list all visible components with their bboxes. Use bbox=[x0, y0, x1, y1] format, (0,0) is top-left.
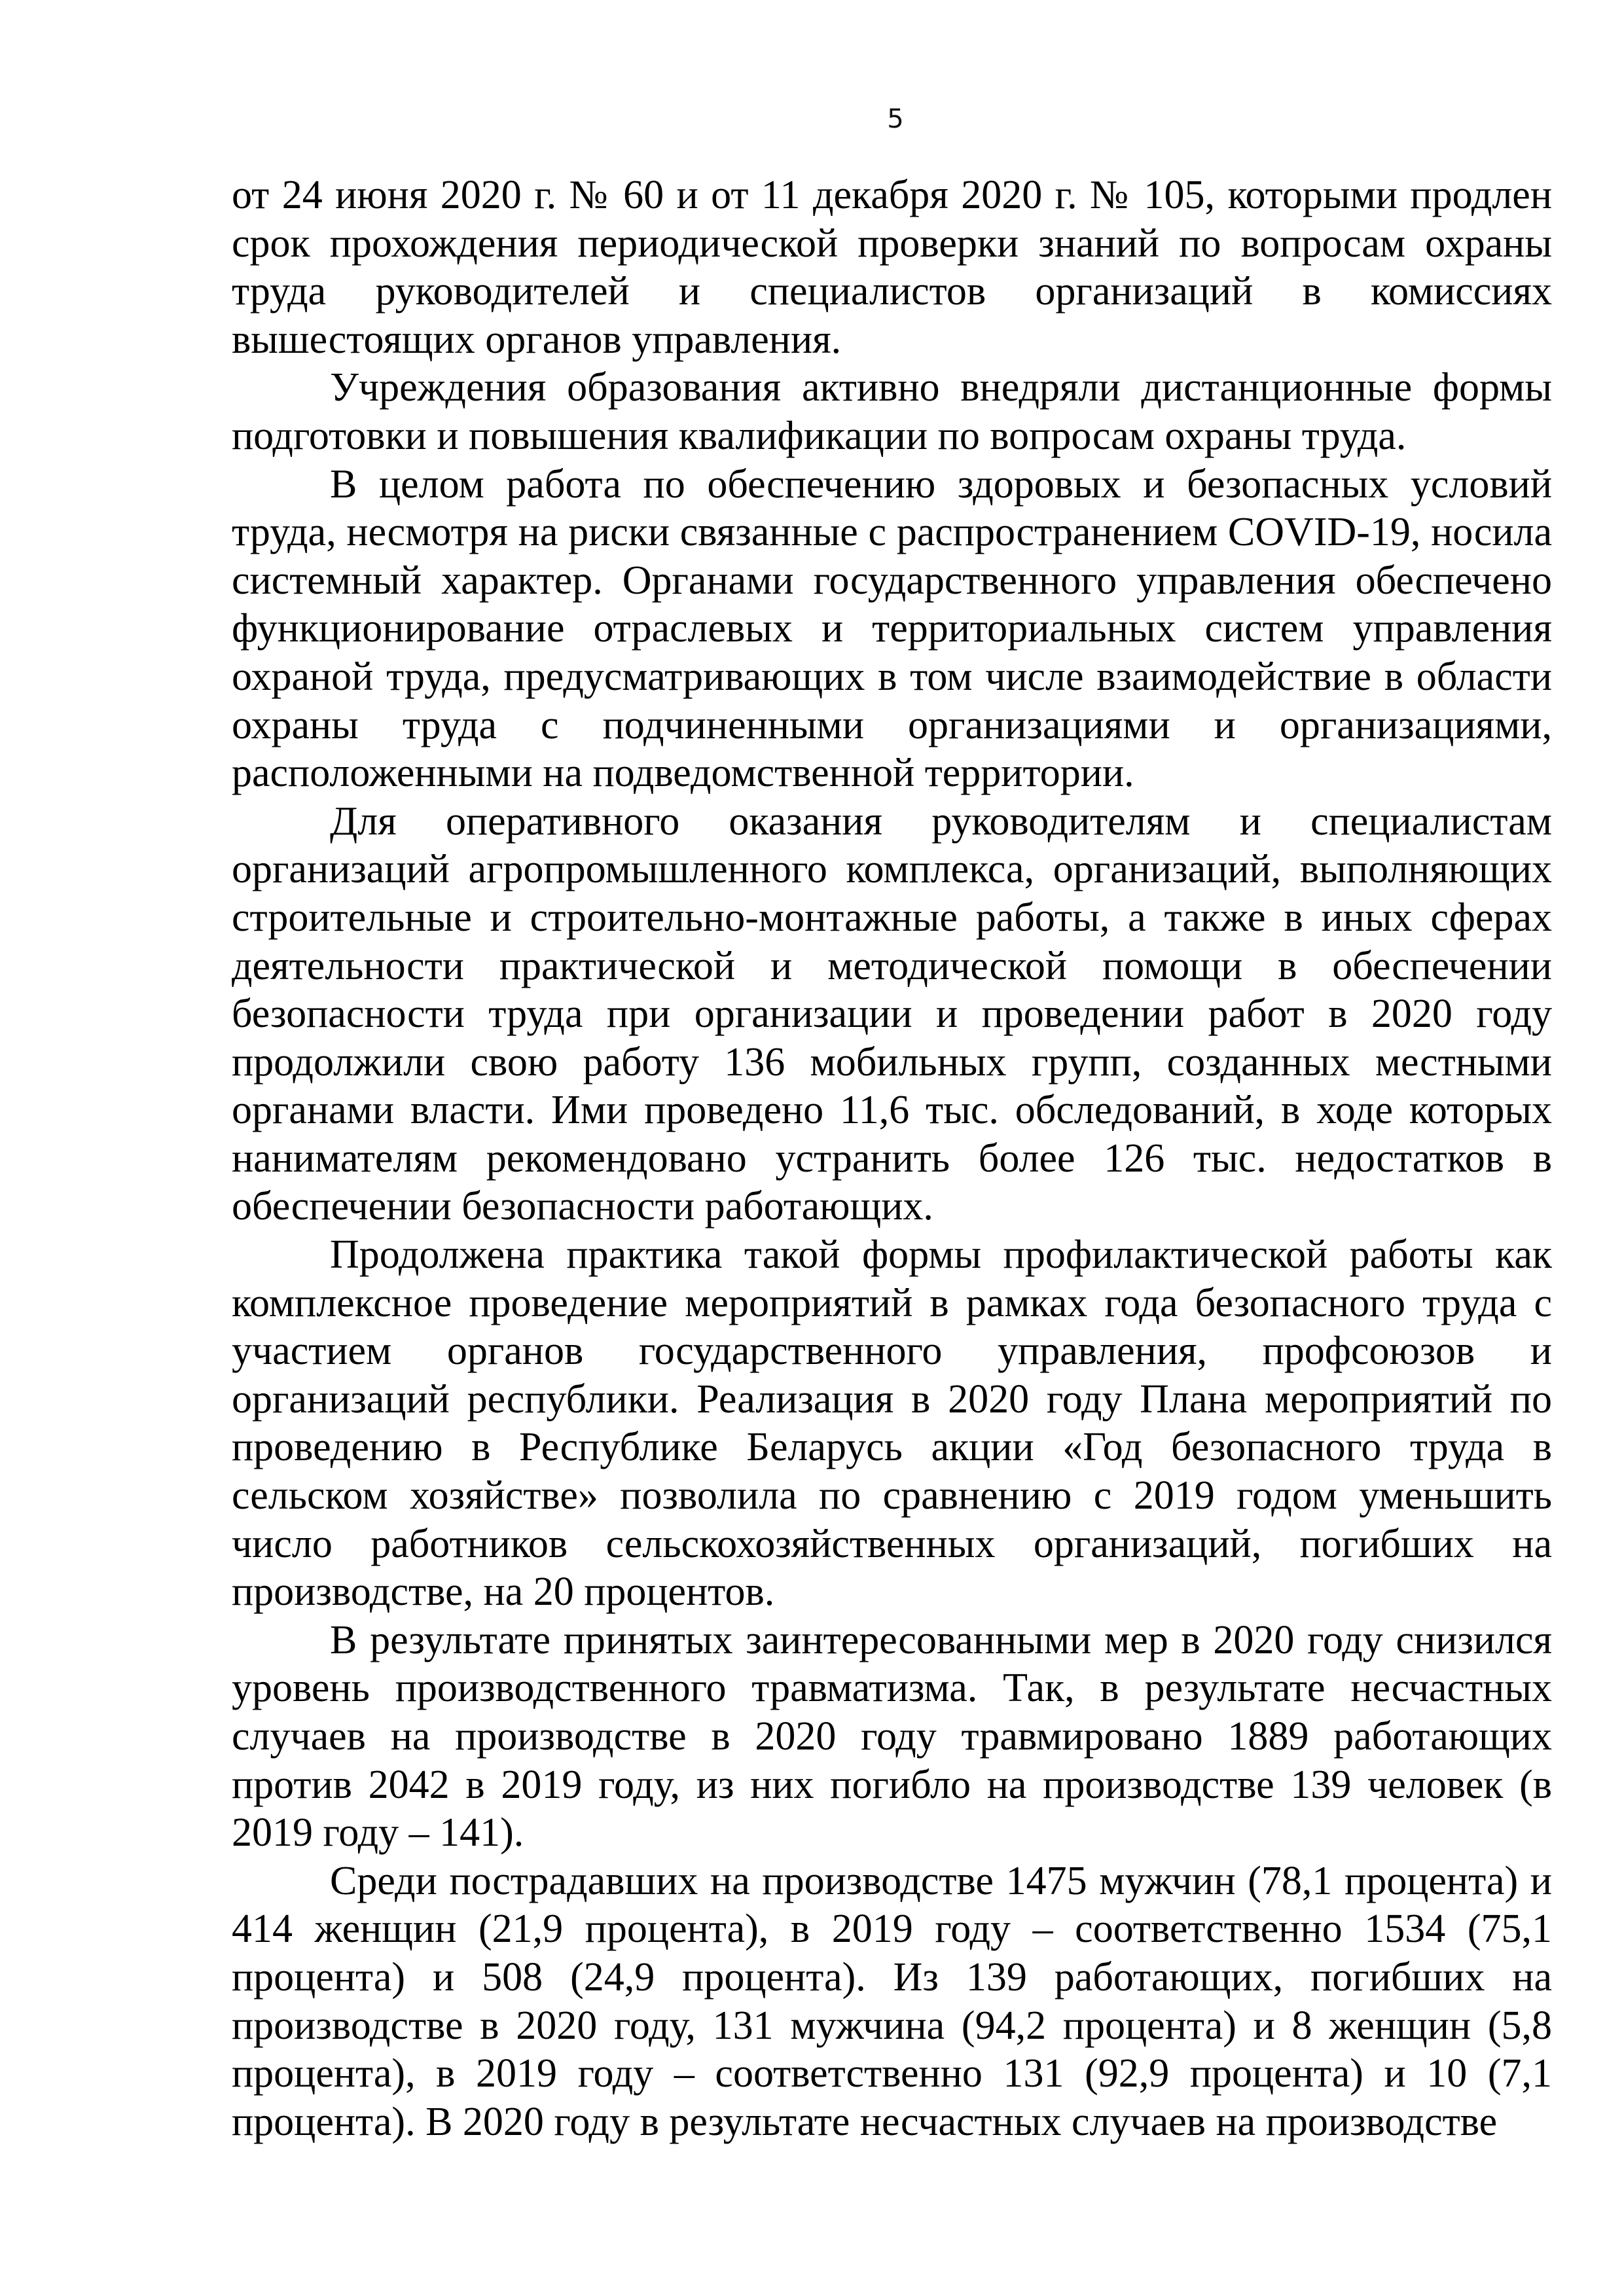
paragraph-injury-statistics: В результате принятых заинтересованными мер в 2020 году снизился уровень производственного травматизма. Так, в результате несчастных случаев на производстве в 2020 году травмировано 1889 работающих против 2042 в 2019 году, из них погибло на производстве 139 человек (в 2019 году – 141). bbox=[232, 1617, 1552, 1856]
paragraph-continuation: от 24 июня 2020 г. № 60 и от 11 декабря 2020 г. № 105, которыми продлен срок прохождения периодической проверки знаний по вопросам охраны труда руководителей и специалистов организаций в комиссиях вышестоящих органов управления. bbox=[232, 173, 1552, 362]
page-number: 5 bbox=[887, 104, 904, 134]
paragraph-systemic-work: В целом работа по обеспечению здоровых и безопасных условий труда, несмотря на риски связанные с распространением COVID-19, носила системный характер. Органами государственного управления обеспечено функционирование отраслевых и территориальных систем управления охраной труда, предусматривающих в том числе взаимодействие в области охраны труда с подчиненными организациями и организациями, расположенными на подведомственной территории. bbox=[232, 461, 1552, 796]
paragraph-distance-learning: Учреждения образования активно внедряли дистанционные формы подготовки и повышения квалификации по вопросам охраны труда. bbox=[232, 365, 1552, 458]
body-text bbox=[232, 171, 1552, 2146]
paragraph-safe-labor-year: Продолжена практика такой формы профилактической работы как комплексное проведение мероприятий в рамках года безопасного труда с участием органов государственного управления, профсоюзов и организаций республики. Реализация в 2020 году Плана мероприятий по проведению в Республике Беларусь акции «Год безопасного труда в сельском хозяйстве» позволила по сравнению с 2019 годом уменьшить число работников сельскохозяйственных организаций, погибших на производстве, на 20 процентов. bbox=[232, 1232, 1552, 1615]
paragraph-mobile-groups: Для оперативного оказания руководителям и специалистам организаций агропромышленного комплекса, организаций, выполняющих строительные и строительно-монтажные работы, а также в иных сферах деятельности практической и методической помощи в обеспечении безопасности труда при организации и проведении работ в 2020 году продолжили свою работу 136 мобильных групп, созданных местными органами власти. Ими проведено 11,6 тыс. обследований, в ходе которых нанимателям рекомендовано устранить более 126 тыс. недостатков в обеспечении безопасности работающих. bbox=[232, 798, 1552, 1229]
paragraph-gender-statistics: Среди пострадавших на производстве 1475 мужчин (78,1 процента) и 414 женщин (21,9 процента), в 2019 году – соответственно 1534 (75,1 процента) и 508 (24,9 процента). Из 139 работающих, погибших на производстве в 2020 году, 131 мужчина (94,2 процента) и 8 женщин (5,8 процента), в 2019 году – соответственно 131 (92,9 процента) и 10 (7,1 процента). В 2020 году в результате несчастных случаев на производстве bbox=[232, 1858, 1552, 2144]
